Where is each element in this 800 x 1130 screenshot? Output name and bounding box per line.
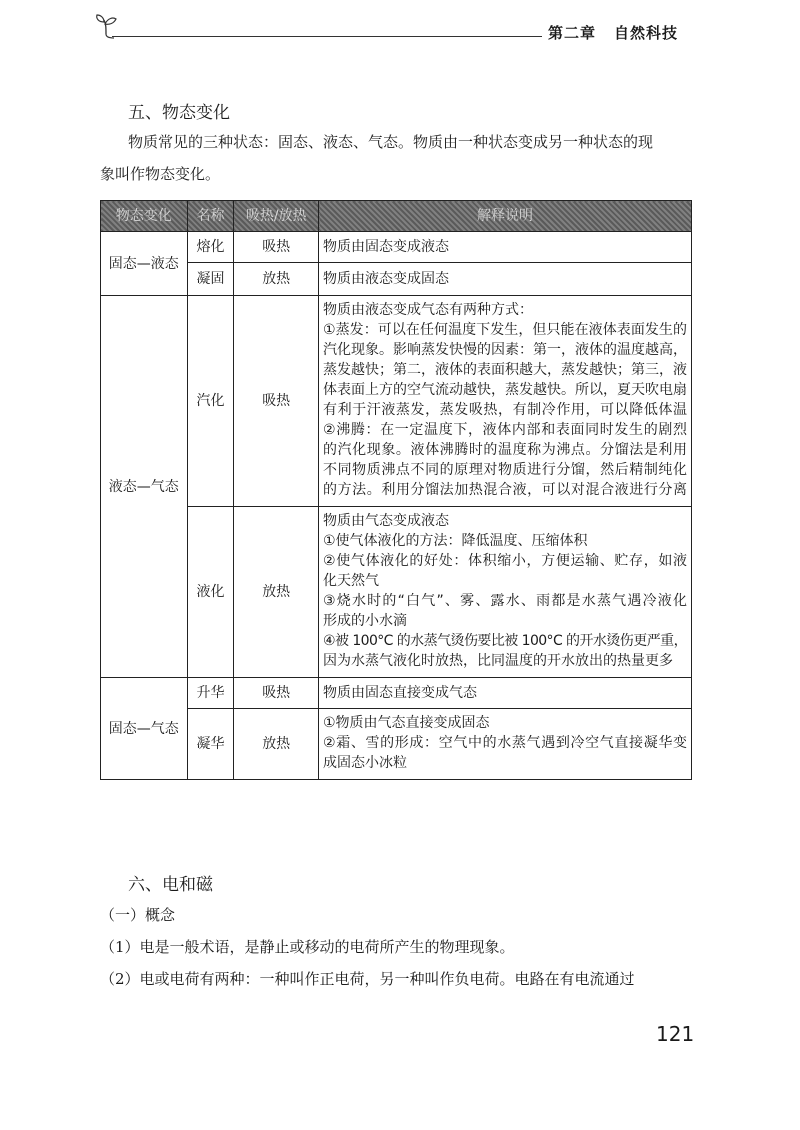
explanation-line: 的方法。利用分馏法加热混合液，可以对混合液进行分离	[323, 482, 687, 498]
explanation-line: ①使气体液化的方法：降低温度、压缩体积	[323, 533, 588, 549]
table-header-row	[101, 201, 692, 232]
explanation-line: 的汽化现象。液体沸腾时的温度称为沸点。分馏法是利用	[323, 442, 687, 458]
explanation-line: ①物质由气态直接变成固态	[323, 715, 490, 731]
state-cell: 固态—液态	[101, 232, 188, 296]
explanation-line: 形成的小水滴	[323, 613, 407, 629]
name-cell: 升华	[187, 678, 234, 709]
explanation-line: ①蒸发：可以在任何温度下发生，但只能在液体表面发生的	[323, 322, 687, 338]
running-header	[548, 22, 678, 43]
table-row	[101, 263, 692, 296]
subsection-concept: （一）概念	[100, 906, 176, 924]
explanation-line: 蒸发越快；第二，液体的表面积越大，蒸发越快；第三，液	[323, 362, 687, 378]
table-row	[101, 678, 692, 709]
explanation-line: ④被 100°C 的水蒸气烫伤要比被 100°C 的开水烫伤更严重，	[323, 633, 687, 649]
table-row	[101, 709, 692, 780]
heat-cell: 吸热	[234, 678, 319, 709]
name-cell: 汽化	[187, 296, 234, 507]
explanation-cell	[319, 507, 692, 678]
heat-cell: 放热	[234, 709, 319, 780]
table-row	[101, 507, 692, 678]
table-row	[101, 232, 692, 263]
item-2: （2）电或电荷有两种：一种叫作正电荷，另一种叫作负电荷。电路在有电流通过	[100, 970, 635, 988]
section-title-phase-change: 五、物态变化	[128, 103, 230, 123]
explanation-cell: 物质由固态变成液态	[319, 232, 692, 263]
explanation-line: ②使气体液化的好处：体积缩小，方便运输、贮存，如液	[323, 553, 687, 569]
explanation-line: ②沸腾：在一定温度下，液体内部和表面同时发生的剧烈	[323, 422, 687, 438]
explanation-line: 有利于汗液蒸发，蒸发吸热，有制冷作用，可以降低体温	[323, 402, 687, 418]
phase-change-table	[100, 200, 692, 780]
explanation-line: 物质由液态变成气态有两种方式：	[323, 302, 533, 318]
explanation-line: ②霜、雪的形成：空气中的水蒸气遇到冷空气直接凝华变	[323, 735, 687, 751]
header-explanation: 解释说明	[319, 201, 692, 232]
heat-cell: 吸热	[234, 296, 319, 507]
section-title-electricity: 六、电和磁	[128, 875, 213, 895]
explanation-line: 成固态小冰粒	[323, 755, 407, 771]
header-heat: 吸热/放热	[234, 201, 319, 232]
table-row	[101, 296, 692, 507]
explanation-cell: 物质由固态直接变成气态	[319, 678, 692, 709]
heat-cell: 吸热	[234, 232, 319, 263]
chapter-label: 第二章	[548, 24, 597, 42]
page-number: 121	[656, 1022, 695, 1046]
explanation-line: 化天然气	[323, 573, 379, 589]
heat-cell: 放热	[234, 263, 319, 296]
explanation-line: 体表面上方的空气流动越快，蒸发越快。所以，夏天吹电扇	[323, 382, 687, 398]
section-intro	[100, 126, 692, 190]
explanation-cell	[319, 296, 692, 507]
name-cell: 液化	[187, 507, 234, 678]
explanation-line: 不同物质沸点不同的原理对物质进行分馏，然后精制纯化	[323, 462, 687, 478]
explanation-line: 汽化现象。影响蒸发快慢的因素：第一，液体的温度越高，	[323, 342, 687, 358]
explanation-cell: 物质由液态变成固态	[319, 263, 692, 296]
explanation-line: 因为水蒸气液化时放热，比同温度的开水放出的热量更多	[323, 653, 673, 669]
state-cell: 固态—气态	[101, 678, 188, 780]
header-name: 名称	[187, 201, 234, 232]
item-1: （1）电是一般术语，是静止或移动的电荷所产生的物理现象。	[100, 938, 515, 956]
state-cell: 液态—气态	[101, 296, 188, 678]
name-cell: 熔化	[187, 232, 234, 263]
intro-line-1: 物质常见的三种状态：固态、液态、气态。物质由一种状态变成另一种状态的现	[128, 133, 654, 151]
explanation-line: 物质由气态变成液态	[323, 513, 449, 529]
name-cell: 凝华	[187, 709, 234, 780]
heat-cell: 放热	[234, 507, 319, 678]
header-state: 物态变化	[101, 201, 188, 232]
subject-label: 自然科技	[614, 24, 679, 42]
explanation-line: ③烧水时的“白气”、雾、露水、雨都是水蒸气遇冷液化	[323, 593, 687, 609]
header-rule	[112, 36, 542, 37]
intro-line-2: 象叫作物态变化。	[100, 165, 221, 183]
name-cell: 凝固	[187, 263, 234, 296]
explanation-cell	[319, 709, 692, 780]
